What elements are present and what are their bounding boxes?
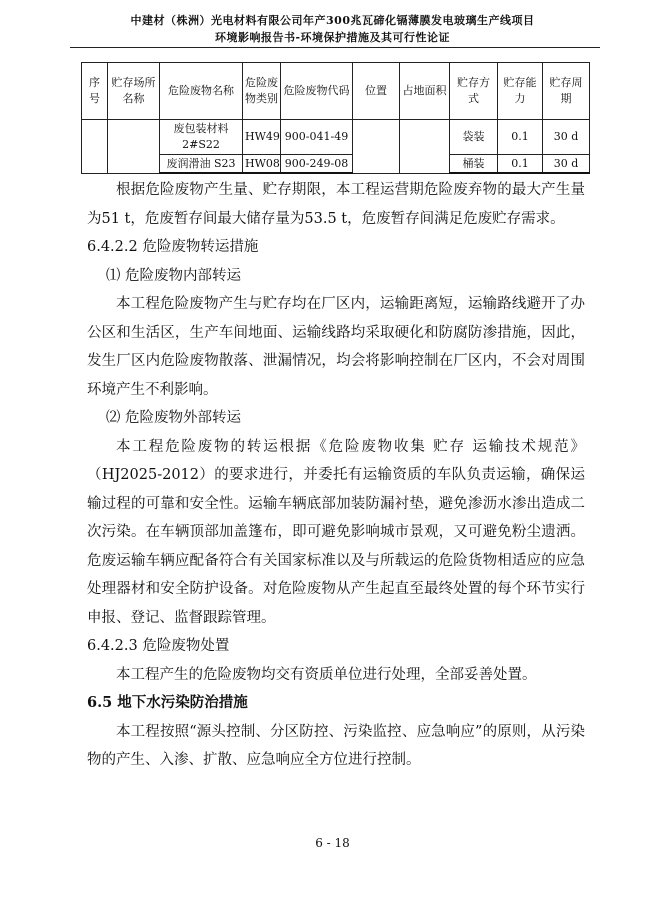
cell-storage-method: 桶装 (450, 155, 498, 174)
cell-waste-code: 900-041-49 (281, 120, 353, 155)
cell-storage-period: 30 d (543, 120, 590, 155)
cell-area (400, 120, 450, 174)
paragraph-groundwater: 本工程按照“源头控制、分区防控、污染监控、应急响应”的原则，从污染物的产生、入渗、扩散、应急响应全方位进行控制。 (87, 723, 585, 768)
col-header-waste-code: 危险废物代码 (281, 63, 353, 120)
col-header-index: 序号 (82, 63, 108, 120)
col-header-storage-capacity: 贮存能力 (498, 63, 543, 120)
paragraph-internal-transfer: 本工程危险废物产生与贮存均在厂区内，运输距离短，运输路线避开了办公区和生活区，生产车间地面、运输线路均采取硬化和防腐防渗措施，因此，发生厂区内危险废物散落、泄漏情况，均会将影响控制在厂区内，不会对周围环境产生不利影响。 (87, 296, 585, 398)
col-header-waste-category: 危险废物类别 (243, 63, 281, 120)
section-heading-6-4-2-2: 6.4.2.2 危险废物转运措施 (87, 239, 259, 255)
paragraph-external-transfer: 本工程危险废物的转运根据《危险废物收集 贮存 运输技术规范》（HJ2025-2012）的要求进行，并委托有运输资质的车队负责运输，确保运输过程的可靠和安全性。运输车辆底部加装防漏衬垫，避免渗沥水渗出造成二次污染。在车辆顶部加盖篷布，即可避免影响城市景观，又可避免粉尘遗洒。危废运输车辆应配备符合有关国家标准以及与所载运的危险货物相适应的应急处理器材和安全防护设备。对危险废物从产生起直至最终处置的每个环节实行申报、登记、监督跟踪管理。 (87, 438, 585, 626)
col-header-storage-period: 贮存周期 (543, 63, 590, 120)
cell-index (82, 120, 108, 174)
col-header-storage-name: 贮存场所名称 (108, 63, 160, 120)
cell-waste-name: 废润滑油 S23 (160, 155, 243, 174)
cell-storage-period: 30 d (543, 155, 590, 174)
cell-location (353, 120, 400, 174)
subheading-internal-transfer: ⑴ 危险废物内部转运 (105, 267, 241, 284)
paragraph-storage-capacity: 根据危险废物产生量、贮存期限，本工程运营期危险废弃物的最大产生量为51 t，危废暂存间最大储存量为53.5 t，危废暂存间满足危废贮存需求。 (87, 182, 585, 227)
col-header-waste-name: 危险废物名称 (160, 63, 243, 120)
cell-waste-category: HW08 (243, 155, 281, 174)
page-number: 6 - 18 (315, 836, 350, 850)
section-heading-6-4-2-3: 6.4.2.3 危险废物处置 (87, 638, 230, 654)
col-header-storage-method: 贮存方式 (450, 63, 498, 120)
col-header-location: 位置 (353, 63, 400, 120)
table-header-row (82, 63, 590, 120)
document-body (87, 176, 585, 775)
hazardous-waste-table (81, 62, 590, 174)
paragraph-disposal: 本工程产生的危险废物均交有资质单位进行处理，全部妥善处置。 (116, 666, 537, 683)
cell-storage-name (108, 120, 160, 174)
header-project-title: 中建材（株洲）光电材料有限公司年产300兆瓦碲化镉薄膜发电玻璃生产线项目 (130, 14, 535, 27)
cell-storage-capacity: 0.1 (498, 120, 543, 155)
cell-waste-name: 废包装材料2#S22 (160, 120, 243, 155)
cell-waste-category: HW49 (243, 120, 281, 155)
header-divider (70, 47, 600, 48)
subheading-external-transfer: ⑵ 危险废物外部转运 (105, 410, 241, 426)
page-header (0, 12, 665, 46)
header-report-title: 环境影响报告书-环境保护措施及其可行性论证 (214, 31, 451, 44)
cell-storage-capacity: 0.1 (498, 155, 543, 174)
section-heading-6-5: 6.5 地下水污染防治措施 (87, 694, 248, 711)
cell-storage-method: 袋装 (450, 120, 498, 155)
cell-waste-code: 900-249-08 (281, 155, 353, 174)
col-header-area: 占地面积 (400, 63, 450, 120)
table-row (82, 120, 590, 155)
